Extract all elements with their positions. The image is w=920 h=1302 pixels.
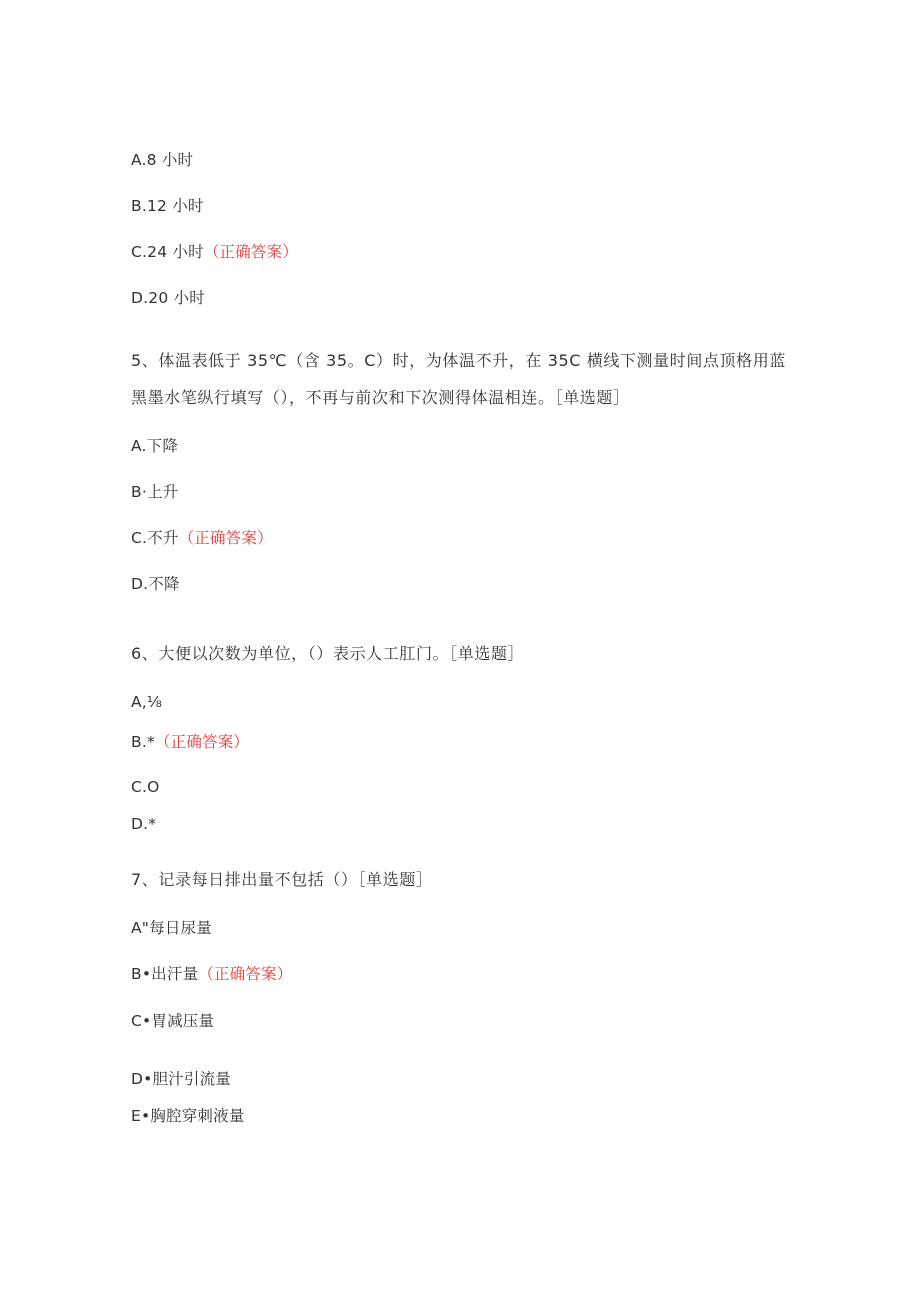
option-text: C.O [131,778,160,796]
option-text: A.8 小时 [131,151,194,169]
option-text: B·上升 [131,483,179,501]
q6-option-a [131,692,162,712]
q7-option-b [131,964,292,984]
correct-answer-mark: （正确答案） [178,529,273,547]
option-text: A,⅛ [131,693,163,711]
q5-option-c [131,528,273,548]
q7-option-e [131,1106,245,1126]
q6-option-d [131,814,156,834]
q4-option-c [131,242,298,262]
q5-option-d [131,574,180,594]
q7-option-a [131,918,212,938]
option-text: B.* [131,733,155,751]
q4-option-b [131,196,204,216]
q4-option-d [131,288,205,308]
correct-answer-mark: （正确答案） [203,243,299,261]
option-text: D•胆汁引流量 [131,1070,231,1088]
option-text: D.不降 [131,575,180,593]
q5-option-a [131,436,178,456]
q5-text-line1: 5、体温表低于 35℃（含 35。C）时，为体温不升，在 35C 横线下测量时间点顶格用蓝 [131,351,786,370]
q5-option-b [131,482,178,502]
q7-text: 7、记录每日排出量不包括（）［单选题］ [131,870,433,889]
q6-option-c [131,777,160,797]
q5-text-line2: 黑墨水笔纵行填写（），不再与前次和下次测得体温相连。［单选题］ [131,388,630,407]
correct-answer-mark: （正确答案） [154,733,250,751]
q6-text: 6、大便以次数为单位，（）表示人工肛门。［单选题］ [131,644,525,663]
option-text: C.24 小时 [131,243,204,261]
option-text: B•出汗量 [131,965,199,983]
q4-option-a [131,150,193,170]
correct-answer-mark: （正确答案） [198,965,293,983]
q6-option-b [131,732,249,752]
option-text: D.* [131,815,157,833]
option-text: E•胸腔穿刺液量 [131,1107,245,1125]
option-text: A.下降 [131,437,179,455]
q7-option-c [131,1011,214,1031]
option-text: B.12 小时 [131,197,204,215]
q7-option-d [131,1069,231,1089]
option-text: C•胃减压量 [131,1012,215,1030]
option-text: C.不升 [131,529,179,547]
option-text: D.20 小时 [131,289,205,307]
option-text: A"每日尿量 [131,919,212,937]
